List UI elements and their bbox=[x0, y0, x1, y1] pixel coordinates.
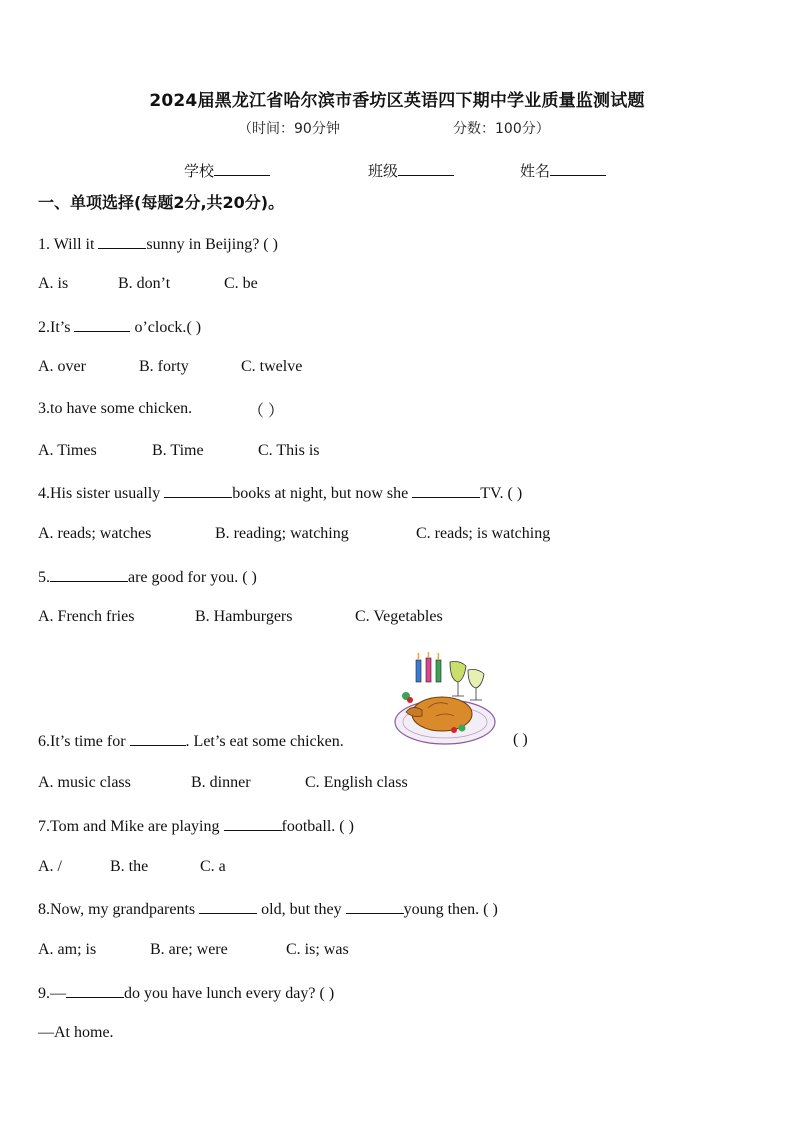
q8-option-c: C. is; was bbox=[286, 941, 349, 958]
q8-option-a: A. am; is bbox=[38, 941, 97, 958]
q8-text-start: 8.Now, my grandparents bbox=[38, 901, 196, 918]
q2-option-b: B. forty bbox=[139, 358, 189, 375]
q8-text-end: young then. bbox=[403, 901, 480, 918]
q4-option-b: B. reading; watching bbox=[215, 525, 349, 542]
q9-text-end: do you have lunch every day? bbox=[124, 985, 316, 1002]
q5-answer-paren: ( ) bbox=[242, 569, 257, 586]
section-heading: 一、单项选择(每题2分,共20分)。 bbox=[38, 193, 285, 212]
q8-answer-paren: ( ) bbox=[483, 901, 498, 918]
q5-option-a: A. French fries bbox=[38, 608, 135, 625]
q8-option-b: B. are; were bbox=[150, 941, 228, 958]
wine-glass-2 bbox=[468, 670, 484, 689]
q9-blank bbox=[66, 983, 124, 998]
q6-option-c: C. English class bbox=[305, 774, 408, 791]
q6-text-end: . Let’s eat some chicken. bbox=[185, 733, 344, 750]
question-1 bbox=[38, 234, 278, 254]
q6-answer-paren: ( ) bbox=[513, 731, 528, 748]
garnish-parsley bbox=[459, 725, 466, 732]
wine-glass-2-stem bbox=[470, 688, 482, 700]
q4-blank-2 bbox=[412, 483, 480, 498]
q4-text-end: TV. bbox=[480, 485, 504, 502]
q4-blank-1 bbox=[164, 483, 232, 498]
q3-option-c: C. This is bbox=[258, 442, 320, 459]
q6-blank bbox=[130, 731, 186, 746]
garnish-tomato bbox=[451, 727, 457, 733]
q8-blank-2 bbox=[346, 899, 404, 914]
exam-time: （时间：90分钟 bbox=[238, 121, 340, 137]
question-7 bbox=[38, 816, 354, 836]
q3-answer-paren: （ ） bbox=[248, 403, 285, 420]
exam-score: 分数：100分） bbox=[453, 121, 550, 137]
school-blank bbox=[214, 161, 270, 176]
q5-blank bbox=[50, 567, 128, 582]
q7-text-end: football. bbox=[281, 818, 336, 835]
wine-glass-1 bbox=[450, 662, 466, 683]
q7-blank bbox=[224, 816, 282, 831]
class-blank bbox=[398, 161, 454, 176]
q4-option-c: C. reads; is watching bbox=[416, 525, 551, 542]
school-field bbox=[184, 160, 270, 181]
q7-option-b: B. the bbox=[110, 858, 149, 875]
q3-option-b: B. Time bbox=[152, 442, 204, 459]
q1-option-c: C. be bbox=[224, 275, 258, 292]
question-8 bbox=[38, 899, 498, 919]
q9-answer-paren: ( ) bbox=[319, 985, 335, 1002]
question-4 bbox=[38, 483, 522, 503]
q2-option-a: A. over bbox=[38, 358, 86, 375]
question-6 bbox=[38, 731, 344, 751]
q8-blank-1 bbox=[199, 899, 257, 914]
q6-option-b: B. dinner bbox=[191, 774, 251, 791]
question-5 bbox=[38, 567, 257, 587]
q1-answer-paren: ( ) bbox=[263, 236, 278, 253]
q2-option-c: C. twelve bbox=[241, 358, 303, 375]
q7-option-c: C. a bbox=[200, 858, 226, 875]
school-label: 学校 bbox=[184, 162, 215, 180]
name-blank bbox=[550, 161, 606, 176]
q1-option-a: A. is bbox=[38, 275, 69, 292]
q2-text-start: 2.It’s bbox=[38, 319, 71, 336]
q9-answer-line: —At home. bbox=[38, 1024, 114, 1041]
q8-text-middle: old, but they bbox=[261, 901, 342, 918]
class-field bbox=[368, 160, 454, 181]
q4-option-a: A. reads; watches bbox=[38, 525, 152, 542]
q2-answer-paren: ( ) bbox=[186, 319, 202, 336]
q2-blank bbox=[74, 317, 130, 332]
q7-option-a: A. / bbox=[38, 858, 62, 875]
q4-answer-paren: ( ) bbox=[507, 485, 523, 502]
roast-chicken-illustration bbox=[392, 652, 498, 748]
q3-option-a: A. Times bbox=[38, 442, 97, 459]
q6-option-a: A. music class bbox=[38, 774, 131, 791]
question-3 bbox=[38, 400, 192, 418]
garnish-berry bbox=[407, 697, 413, 703]
question-9 bbox=[38, 983, 334, 1003]
q5-option-c: C. Vegetables bbox=[355, 608, 443, 625]
candle-pink bbox=[426, 658, 431, 682]
q1-text-end: sunny in Beijing? bbox=[146, 236, 260, 253]
q2-text-end: o’clock. bbox=[134, 319, 187, 336]
q4-text-middle: books at night, but now she bbox=[232, 485, 409, 502]
q7-answer-paren: ( ) bbox=[339, 818, 354, 835]
q7-text-start: 7.Tom and Mike are playing bbox=[38, 818, 220, 835]
question-2 bbox=[38, 317, 201, 337]
wine-glass-1-stem bbox=[452, 682, 464, 696]
q5-text-start: 5. bbox=[38, 569, 50, 586]
name-field bbox=[520, 160, 606, 181]
class-label: 班级 bbox=[368, 162, 399, 180]
q1-option-b: B. don’t bbox=[118, 275, 171, 292]
page-title: 2024届黑龙江省哈尔滨市香坊区英语四下期中学业质量监测试题 bbox=[149, 91, 645, 111]
q3-text: 3.to have some chicken. bbox=[38, 400, 193, 417]
name-label: 姓名 bbox=[520, 162, 551, 180]
q5-text-end: are good for you. bbox=[128, 569, 239, 586]
q4-text-start: 4.His sister usually bbox=[38, 485, 161, 502]
q1-blank bbox=[98, 234, 146, 249]
q6-text-start: 6.It’s time for bbox=[38, 733, 126, 750]
q9-text-start: 9.— bbox=[38, 985, 66, 1002]
q1-text-start: 1. Will it bbox=[38, 236, 95, 253]
q5-option-b: B. Hamburgers bbox=[195, 608, 293, 625]
candle-blue bbox=[416, 660, 421, 682]
candle-green bbox=[436, 660, 441, 682]
